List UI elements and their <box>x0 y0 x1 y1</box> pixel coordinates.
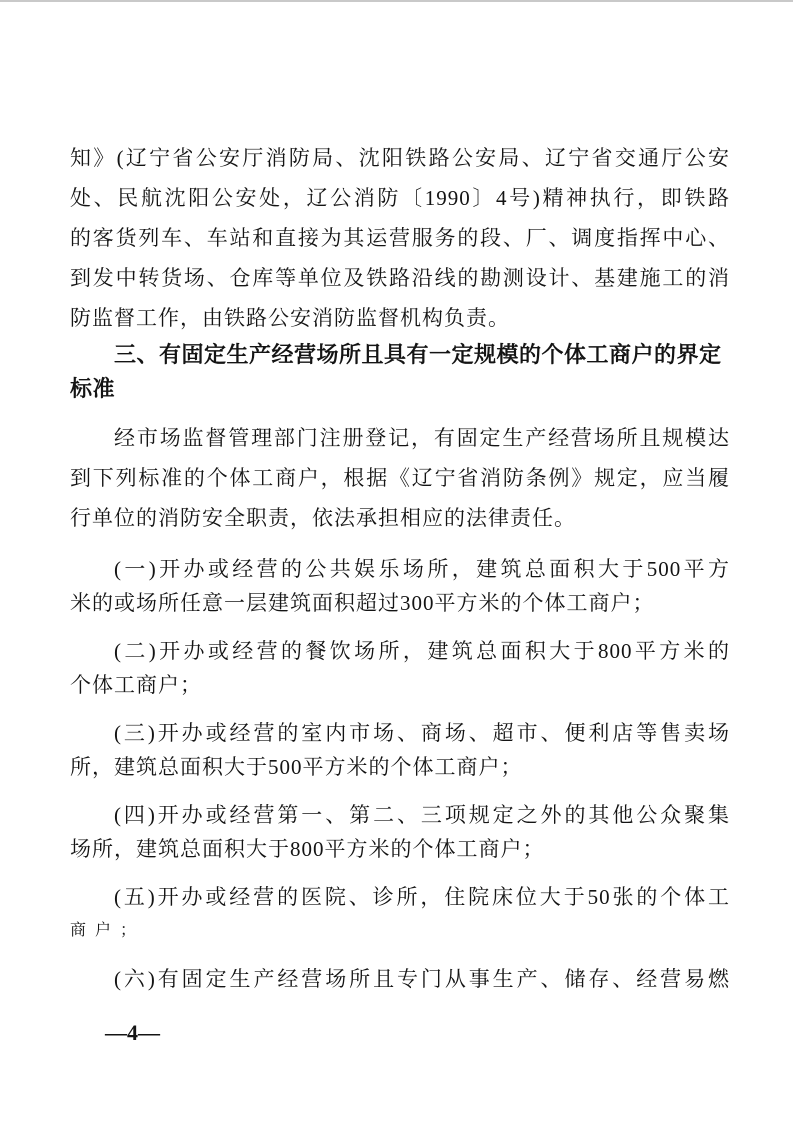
text-column <box>0 2 793 1048</box>
text-line: 防监督工作，由铁路公安消防监督机构负责。 <box>70 306 510 330</box>
text-line: 商户； <box>70 922 146 939</box>
text-line: (五)开办或经营的医院、诊所，住院床位大于50张的个体工 <box>114 885 730 909</box>
text-line: 到下列标准的个体工商户，根据《辽宁省消防条例》规定，应当履 <box>70 466 730 490</box>
list-item-6 <box>70 962 730 996</box>
body-paragraph-intro <box>70 418 730 538</box>
list-item-1 <box>70 552 730 620</box>
list-item-3 <box>70 716 730 784</box>
text-line: (二)开办或经营的餐饮场所，建筑总面积大于800平方米的 <box>114 639 730 663</box>
text-line: 到发中转货场、仓库等单位及铁路沿线的勘测设计、基建施工的消 <box>70 266 730 290</box>
list-item-5 <box>70 880 730 948</box>
list-item-2 <box>70 634 730 702</box>
text-line: 标准 <box>70 376 116 401</box>
text-line: 经市场监督管理部门注册登记，有固定生产经营场所且规模达 <box>114 426 730 450</box>
page-number: —4— <box>105 1020 160 1045</box>
text-line: 所，建筑总面积大于500平方米的个体工商户； <box>70 755 523 779</box>
text-line: 三、有固定生产经营场所且具有一定规模的个体工商户的界定 <box>114 342 722 367</box>
text-line: 的客货列车、车站和直接为其运营服务的段、厂、调度指挥中心、 <box>70 226 730 250</box>
text-line: (六)有固定生产经营场所且专门从事生产、储存、经营易燃 <box>114 967 730 991</box>
text-line: (三)开办或经营的室内市场、商场、超市、便利店等售卖场 <box>114 721 730 745</box>
body-paragraph-continued <box>70 138 730 338</box>
text-line: 行单位的消防安全职责，依法承担相应的法律责任。 <box>70 506 576 530</box>
text-line: (一)开办或经营的公共娱乐场所，建筑总面积大于500平方 <box>114 557 730 581</box>
text-line: 知》(辽宁省公安厅消防局、沈阳铁路公安局、辽宁省交通厅公安 <box>70 146 730 170</box>
text-line: (四)开办或经营第一、第二、三项规定之外的其他公众聚集 <box>114 803 730 827</box>
document-body <box>70 138 730 996</box>
list-item-4 <box>70 798 730 866</box>
text-line: 米的或场所任意一层建筑面积超过300平方米的个体工商户； <box>70 591 655 615</box>
text-line: 处、民航沈阳公安处，辽公消防〔1990〕4号)精神执行，即铁路 <box>70 186 730 210</box>
text-line: 个体工商户； <box>70 673 202 697</box>
text-line: 场所，建筑总面积大于800平方米的个体工商户； <box>70 837 545 861</box>
section-heading-3 <box>70 338 730 406</box>
